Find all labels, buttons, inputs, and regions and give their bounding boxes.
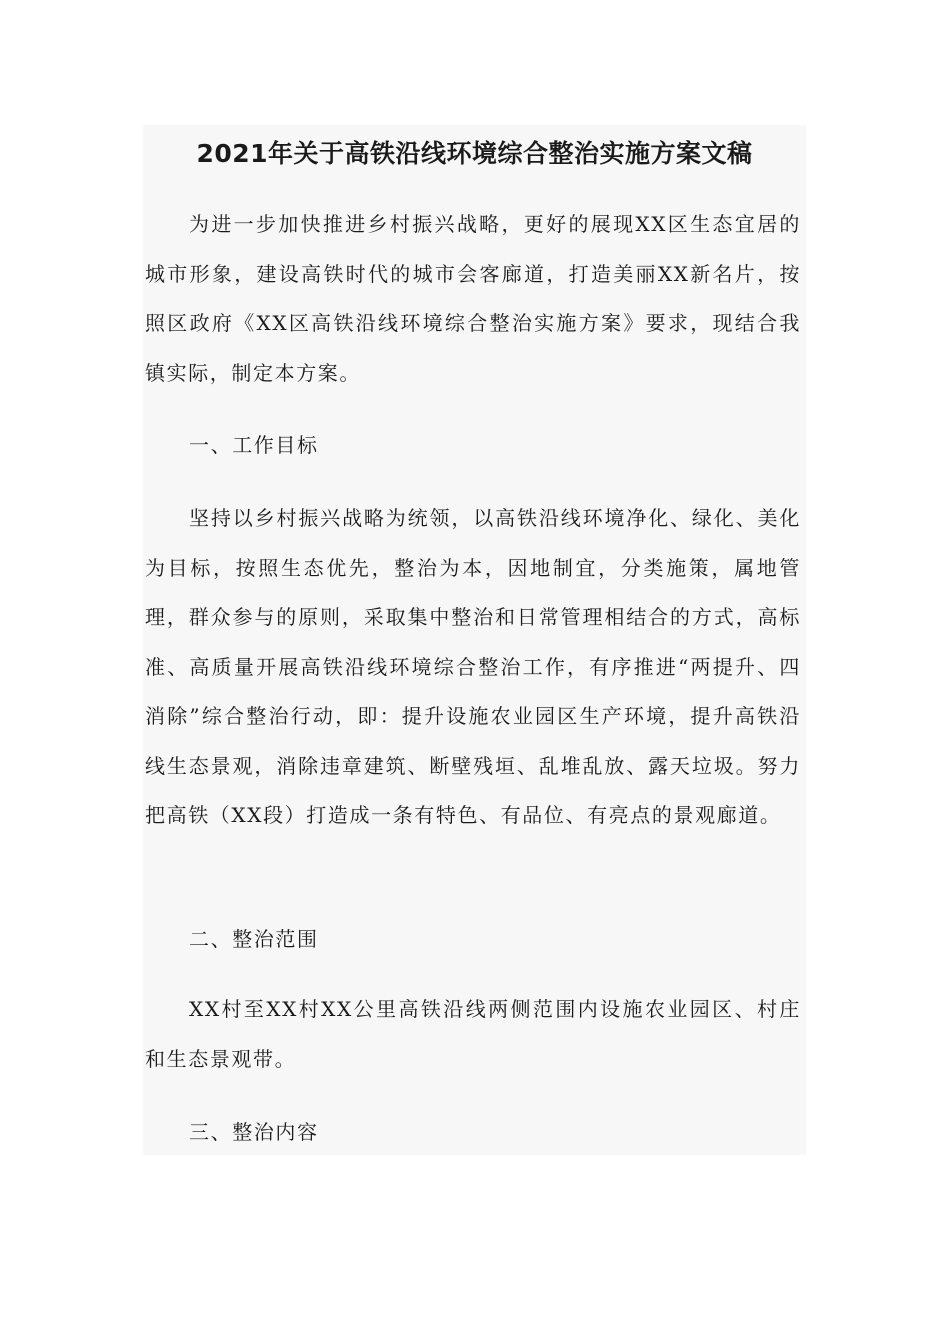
document-page xyxy=(143,125,806,1155)
section-body-scope: XX村至XX村XX公里高铁沿线两侧范围内设施农业园区、村庄和生态景观带。 xyxy=(145,997,801,1071)
section-heading-scope: 二、整治范围 xyxy=(189,927,319,951)
section-heading-content: 三、整治内容 xyxy=(189,1120,319,1144)
section-heading-work-goals: 一、工作目标 xyxy=(189,433,319,457)
intro-paragraph: 为进一步加快推进乡村振兴战略，更好的展现XX区生态宜居的城市形象，建设高铁时代的城市会客廊道，打造美丽XX新名片，按照区政府《XX区高铁沿线环境综合整治实施方案》要求，现结合我镇实际，制定本方案。 xyxy=(145,212,801,385)
section-body-work-goals: 坚持以乡村振兴战略为统领，以高铁沿线环境净化、绿化、美化为目标，按照生态优先，整治为本，因地制宜，分类施策，属地管理，群众参与的原则，采取集中整治和日常管理相结合的方式，高标准、高质量开展高铁沿线环境综合整治工作，有序推进“两提升、四消除”综合整治行动，即：提升设施农业园区生产环境，提升高铁沿线生态景观，消除违章建筑、断壁残垣、乱堆乱放、露天垃圾。努力把高铁（XX段）打造成一条有特色、有品位、有亮点的景观廊道。 xyxy=(145,506,801,827)
document-title: 2021年关于高铁沿线环境综合整治实施方案文稿 xyxy=(196,139,753,168)
